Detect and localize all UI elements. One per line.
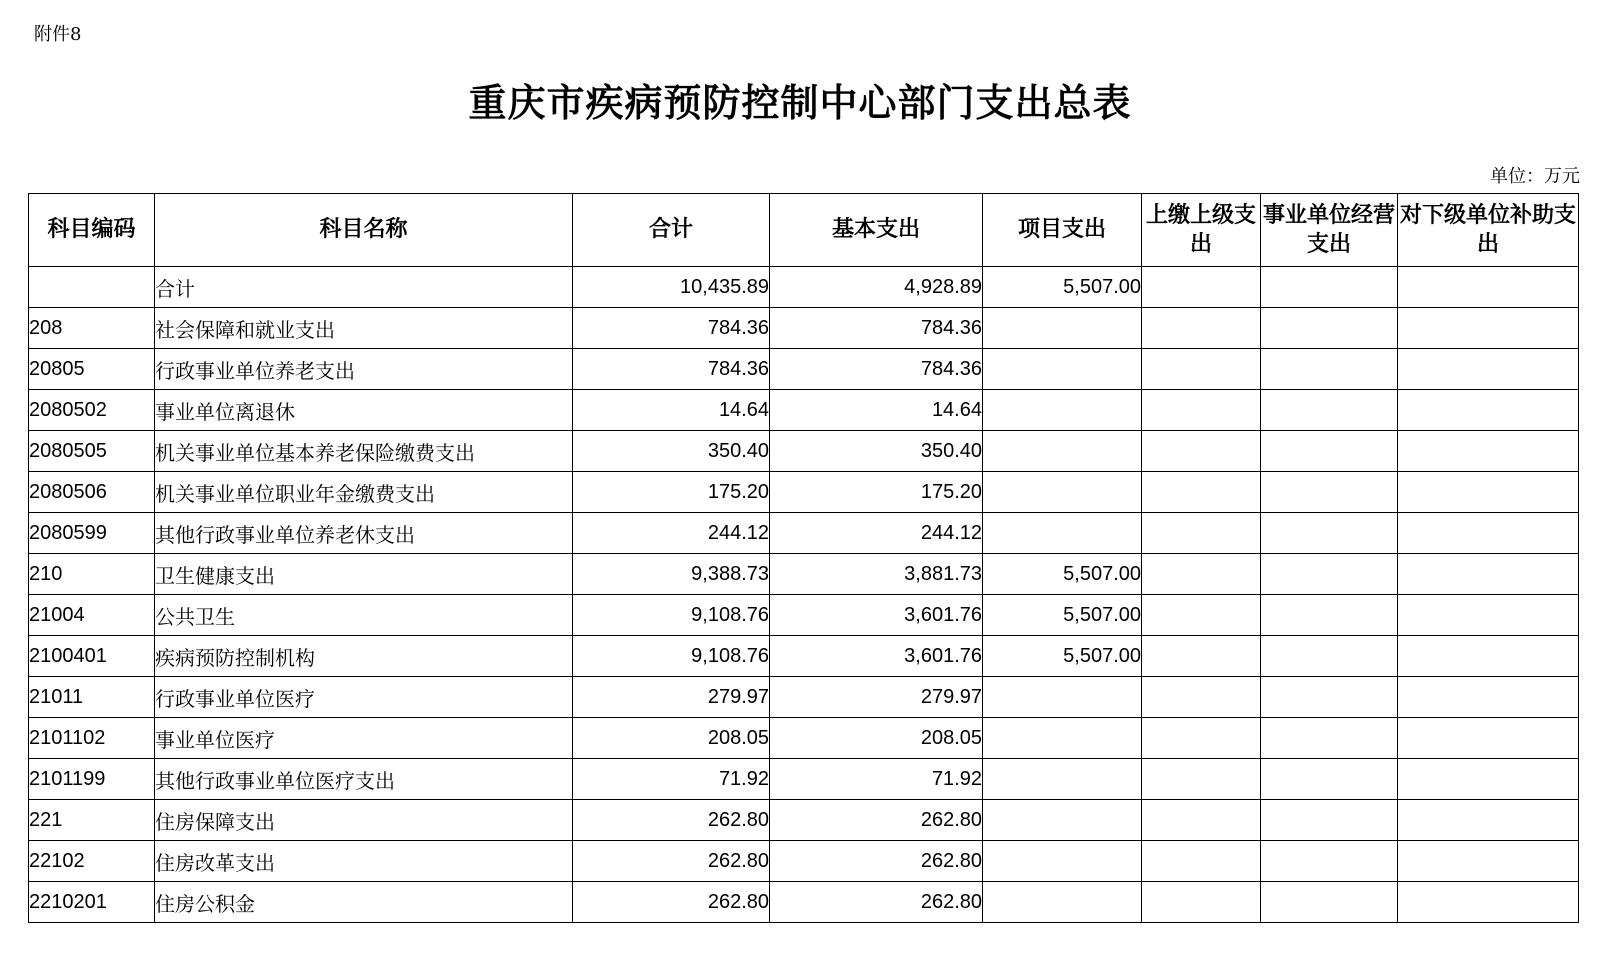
cell-name: 社会保障和就业支出 [155,308,573,349]
cell-basic: 3,601.76 [770,636,983,677]
cell-code: 2100401 [29,636,155,677]
page-title: 重庆市疾病预防控制中心部门支出总表 [468,81,1132,125]
cell-project [983,800,1142,841]
cell-basic: 3,881.73 [770,554,983,595]
cell-business [1261,800,1398,841]
cell-name: 合计 [155,267,573,308]
col-header-name: 科目名称 [155,194,573,267]
cell-upper [1142,513,1261,554]
cell-code: 221 [29,800,155,841]
cell-business [1261,841,1398,882]
cell-name: 行政事业单位医疗 [155,677,573,718]
cell-business [1261,472,1398,513]
cell-project [983,677,1142,718]
cell-subsidy [1398,390,1579,431]
cell-total: 208.05 [573,718,770,759]
cell-project: 5,507.00 [983,554,1142,595]
cell-code: 22102 [29,841,155,882]
cell-total: 262.80 [573,800,770,841]
cell-upper [1142,595,1261,636]
col-header-subsidy: 对下级单位补助支出 [1398,194,1579,267]
col-header-code: 科目编码 [29,194,155,267]
cell-business [1261,431,1398,472]
cell-upper [1142,759,1261,800]
cell-total: 71.92 [573,759,770,800]
cell-basic: 71.92 [770,759,983,800]
cell-code: 2080505 [29,431,155,472]
table-row [29,841,1579,882]
cell-project: 5,507.00 [983,636,1142,677]
cell-upper [1142,800,1261,841]
cell-code: 210 [29,554,155,595]
cell-total: 244.12 [573,513,770,554]
cell-name: 行政事业单位养老支出 [155,349,573,390]
cell-business [1261,718,1398,759]
table-row [29,759,1579,800]
cell-upper [1142,841,1261,882]
cell-upper [1142,554,1261,595]
table-row [29,472,1579,513]
cell-name: 住房改革支出 [155,841,573,882]
cell-basic: 262.80 [770,841,983,882]
expenditure-table [28,193,1579,923]
cell-upper [1142,677,1261,718]
cell-code: 208 [29,308,155,349]
cell-business [1261,308,1398,349]
cell-total: 279.97 [573,677,770,718]
cell-name: 事业单位医疗 [155,718,573,759]
cell-business [1261,882,1398,923]
cell-total: 9,108.76 [573,595,770,636]
table-row [29,718,1579,759]
cell-subsidy [1398,759,1579,800]
cell-upper [1142,267,1261,308]
cell-total: 784.36 [573,308,770,349]
cell-subsidy [1398,267,1579,308]
cell-code: 2080506 [29,472,155,513]
cell-total: 10,435.89 [573,267,770,308]
cell-project [983,390,1142,431]
table-row [29,677,1579,718]
cell-project [983,513,1142,554]
table-header [29,194,1579,267]
cell-business [1261,390,1398,431]
cell-upper [1142,636,1261,677]
cell-subsidy [1398,349,1579,390]
cell-subsidy [1398,677,1579,718]
cell-basic: 4,928.89 [770,267,983,308]
cell-total: 14.64 [573,390,770,431]
cell-total: 262.80 [573,841,770,882]
cell-upper [1142,349,1261,390]
cell-subsidy [1398,513,1579,554]
table-row [29,554,1579,595]
cell-code: 20805 [29,349,155,390]
cell-subsidy [1398,841,1579,882]
cell-basic: 350.40 [770,431,983,472]
table-row [29,513,1579,554]
col-header-project: 项目支出 [983,194,1142,267]
cell-upper [1142,390,1261,431]
cell-name: 事业单位离退休 [155,390,573,431]
cell-subsidy [1398,595,1579,636]
cell-project [983,841,1142,882]
cell-project [983,308,1142,349]
table-row [29,349,1579,390]
table-body [29,267,1579,923]
cell-name: 卫生健康支出 [155,554,573,595]
cell-upper [1142,472,1261,513]
cell-business [1261,554,1398,595]
cell-subsidy [1398,636,1579,677]
table-row [29,308,1579,349]
cell-business [1261,513,1398,554]
table-row [29,800,1579,841]
table-row [29,390,1579,431]
cell-total: 9,108.76 [573,636,770,677]
table-row [29,267,1579,308]
cell-business [1261,349,1398,390]
cell-subsidy [1398,308,1579,349]
cell-code: 2210201 [29,882,155,923]
cell-code: 21011 [29,677,155,718]
cell-total: 175.20 [573,472,770,513]
cell-business [1261,636,1398,677]
cell-business [1261,759,1398,800]
cell-code: 21004 [29,595,155,636]
col-header-total: 合计 [573,194,770,267]
cell-subsidy [1398,431,1579,472]
cell-upper [1142,431,1261,472]
cell-project [983,431,1142,472]
cell-subsidy [1398,800,1579,841]
cell-business [1261,595,1398,636]
cell-basic: 208.05 [770,718,983,759]
table-row [29,882,1579,923]
attachment-label: 附件8 [34,24,82,45]
unit-label: 单位：万元 [1490,166,1580,187]
cell-name: 其他行政事业单位养老休支出 [155,513,573,554]
cell-basic: 279.97 [770,677,983,718]
cell-name: 机关事业单位基本养老保险缴费支出 [155,431,573,472]
cell-project: 5,507.00 [983,267,1142,308]
cell-project: 5,507.00 [983,595,1142,636]
col-header-business: 事业单位经营支出 [1261,194,1398,267]
cell-code: 2080502 [29,390,155,431]
cell-name: 住房保障支出 [155,800,573,841]
cell-basic: 14.64 [770,390,983,431]
cell-business [1261,677,1398,718]
cell-basic: 262.80 [770,800,983,841]
cell-name: 其他行政事业单位医疗支出 [155,759,573,800]
cell-total: 784.36 [573,349,770,390]
cell-basic: 3,601.76 [770,595,983,636]
cell-project [983,349,1142,390]
cell-subsidy [1398,472,1579,513]
cell-total: 262.80 [573,882,770,923]
cell-code: 2080599 [29,513,155,554]
cell-name: 公共卫生 [155,595,573,636]
cell-project [983,472,1142,513]
cell-name: 机关事业单位职业年金缴费支出 [155,472,573,513]
cell-basic: 784.36 [770,349,983,390]
table-row [29,595,1579,636]
cell-project [983,882,1142,923]
cell-project [983,718,1142,759]
cell-code [29,267,155,308]
cell-code: 2101199 [29,759,155,800]
table-row [29,636,1579,677]
table-row [29,431,1579,472]
cell-total: 9,388.73 [573,554,770,595]
cell-basic: 175.20 [770,472,983,513]
cell-basic: 784.36 [770,308,983,349]
col-header-upper: 上缴上级支出 [1142,194,1261,267]
cell-subsidy [1398,718,1579,759]
col-header-basic: 基本支出 [770,194,983,267]
cell-code: 2101102 [29,718,155,759]
cell-business [1261,267,1398,308]
cell-upper [1142,718,1261,759]
cell-name: 疾病预防控制机构 [155,636,573,677]
cell-subsidy [1398,554,1579,595]
cell-project [983,759,1142,800]
cell-upper [1142,308,1261,349]
cell-upper [1142,882,1261,923]
cell-subsidy [1398,882,1579,923]
cell-total: 350.40 [573,431,770,472]
cell-basic: 262.80 [770,882,983,923]
cell-basic: 244.12 [770,513,983,554]
cell-name: 住房公积金 [155,882,573,923]
